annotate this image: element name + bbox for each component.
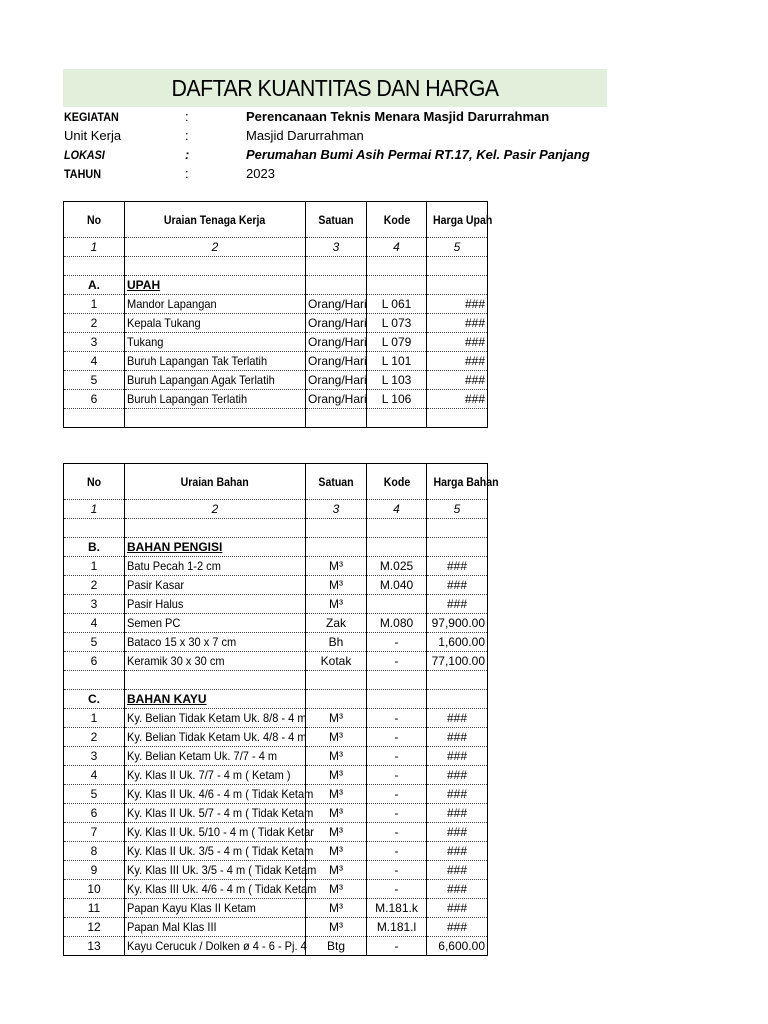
row-description: Ky. Klas II Uk. 7/7 - 4 m ( Ketam ) xyxy=(125,766,306,785)
table-row xyxy=(64,937,488,956)
row-unit: Btg xyxy=(306,937,367,956)
row-no: 11 xyxy=(64,899,125,918)
row-code: - xyxy=(367,785,427,804)
table-row xyxy=(64,557,488,576)
row-description: Tukang xyxy=(125,333,306,352)
row-price: 97,900.00 xyxy=(427,614,488,633)
row-no: 3 xyxy=(64,333,125,352)
row-no: 4 xyxy=(64,766,125,785)
row-unit: M³ xyxy=(306,823,367,842)
info-value: Perumahan Bumi Asih Permai RT.17, Kel. Pasir Panjang xyxy=(246,147,590,162)
row-unit: Kotak xyxy=(306,652,367,671)
info-value: Perencanaan Teknis Menara Masjid Darurrahman xyxy=(246,109,550,124)
row-price: ### xyxy=(427,314,488,333)
section-row xyxy=(64,276,488,295)
info-row-unit-kerja xyxy=(0,127,768,146)
row-unit: Orang/Hari xyxy=(306,371,367,390)
row-price: ### xyxy=(427,861,488,880)
row-no: 1 xyxy=(64,295,125,314)
row-unit: Orang/Hari xyxy=(306,352,367,371)
table-row xyxy=(64,595,488,614)
table-row xyxy=(64,333,488,352)
row-price: ### xyxy=(427,576,488,595)
row-code: - xyxy=(367,937,427,956)
info-label: LOKASI xyxy=(64,148,105,162)
row-no: 6 xyxy=(64,804,125,823)
info-colon: : xyxy=(185,109,189,124)
row-unit: M³ xyxy=(306,785,367,804)
row-no: 5 xyxy=(64,371,125,390)
section-row xyxy=(64,538,488,557)
blank-row xyxy=(64,409,488,428)
info-label: KEGIATAN xyxy=(64,110,119,124)
row-description: Pasir Halus xyxy=(125,595,306,614)
table-row xyxy=(64,842,488,861)
row-code: M.181.l xyxy=(367,918,427,937)
row-price: ### xyxy=(427,295,488,314)
row-no: 1 xyxy=(64,709,125,728)
section-name: BAHAN KAYU xyxy=(125,690,306,709)
row-unit: Orang/Hari xyxy=(306,333,367,352)
table-row xyxy=(64,295,488,314)
info-value: Masjid Darurrahman xyxy=(246,128,364,143)
row-unit: M³ xyxy=(306,557,367,576)
blank-row xyxy=(64,671,488,690)
info-row-tahun xyxy=(0,165,768,184)
row-no: 1 xyxy=(64,557,125,576)
row-description: Keramik 30 x 30 cm xyxy=(125,652,306,671)
info-label: TAHUN xyxy=(64,167,101,181)
row-no: 6 xyxy=(64,390,125,409)
table-row xyxy=(64,766,488,785)
row-description: Bataco 15 x 30 x 7 cm xyxy=(125,633,306,652)
table-row xyxy=(64,709,488,728)
row-code: M.181.k xyxy=(367,899,427,918)
row-description: Ky. Klas II Uk. 5/10 - 4 m ( Tidak Ketar xyxy=(125,823,306,842)
row-code: - xyxy=(367,766,427,785)
row-unit: Orang/Hari xyxy=(306,314,367,333)
table-row xyxy=(64,728,488,747)
header-description: Uraian Bahan xyxy=(125,464,306,500)
row-price: ### xyxy=(427,333,488,352)
row-price: 1,600.00 xyxy=(427,633,488,652)
row-description: Buruh Lapangan Tak Terlatih xyxy=(125,352,306,371)
header-price: Harga Bahan xyxy=(427,464,488,500)
info-colon: : xyxy=(185,147,190,162)
row-no: 9 xyxy=(64,861,125,880)
row-unit: M³ xyxy=(306,747,367,766)
row-code: - xyxy=(367,823,427,842)
table-row xyxy=(64,785,488,804)
table-row xyxy=(64,823,488,842)
row-unit: M³ xyxy=(306,709,367,728)
row-code: M.040 xyxy=(367,576,427,595)
column-number: 2 xyxy=(125,500,306,519)
table-row xyxy=(64,371,488,390)
row-unit: M³ xyxy=(306,595,367,614)
row-price: 77,100.00 xyxy=(427,652,488,671)
row-description: Papan Kayu Klas II Ketam xyxy=(125,899,306,918)
row-unit: M³ xyxy=(306,861,367,880)
row-code xyxy=(367,595,427,614)
materials-table xyxy=(63,463,499,956)
row-code: - xyxy=(367,709,427,728)
row-price: ### xyxy=(427,899,488,918)
row-code: - xyxy=(367,861,427,880)
row-unit: M³ xyxy=(306,880,367,899)
column-number: 4 xyxy=(367,238,427,257)
blank-row xyxy=(64,257,488,276)
row-price: ### xyxy=(427,804,488,823)
row-description: Ky. Belian Ketam Uk. 7/7 - 4 m xyxy=(125,747,306,766)
row-no: 2 xyxy=(64,728,125,747)
column-number: 1 xyxy=(64,238,125,257)
table-row xyxy=(64,747,488,766)
row-description: Buruh Lapangan Agak Terlatih xyxy=(125,371,306,390)
row-unit: Orang/Hari xyxy=(306,295,367,314)
row-unit: M³ xyxy=(306,918,367,937)
column-number-row xyxy=(64,238,488,257)
row-code: - xyxy=(367,633,427,652)
row-no: 7 xyxy=(64,823,125,842)
row-code: - xyxy=(367,880,427,899)
row-description: Pasir Kasar xyxy=(125,576,306,595)
section-letter: B. xyxy=(64,538,125,557)
row-unit: M³ xyxy=(306,804,367,823)
header-price: Harga Upah xyxy=(427,202,488,238)
row-code: L 073 xyxy=(367,314,427,333)
row-price: ### xyxy=(427,823,488,842)
row-description: Ky. Belian Tidak Ketam Uk. 8/8 - 4 m xyxy=(125,709,306,728)
column-number: 3 xyxy=(306,500,367,519)
row-description: Ky. Klas II Uk. 4/6 - 4 m ( Tidak Ketam xyxy=(125,785,306,804)
row-description: Papan Mal Klas III xyxy=(125,918,306,937)
info-label: Unit Kerja xyxy=(64,128,122,143)
row-no: 2 xyxy=(64,576,125,595)
row-price: ### xyxy=(427,728,488,747)
row-unit: Zak xyxy=(306,614,367,633)
row-description: Semen PC xyxy=(125,614,306,633)
row-price: ### xyxy=(427,371,488,390)
row-code: M.080 xyxy=(367,614,427,633)
row-code: L 106 xyxy=(367,390,427,409)
table-row xyxy=(64,899,488,918)
column-number: 2 xyxy=(125,238,306,257)
row-no: 3 xyxy=(64,595,125,614)
table-header-row xyxy=(64,202,488,238)
section-name: UPAH xyxy=(125,276,306,295)
row-code: - xyxy=(367,804,427,823)
row-unit: M³ xyxy=(306,576,367,595)
table-row xyxy=(64,352,488,371)
row-description: Buruh Lapangan Terlatih xyxy=(125,390,306,409)
header-unit: Satuan xyxy=(306,202,367,238)
info-value: 2023 xyxy=(246,166,275,181)
row-code: L 101 xyxy=(367,352,427,371)
info-colon: : xyxy=(185,166,189,181)
table-header-row xyxy=(64,464,488,500)
row-unit: M³ xyxy=(306,842,367,861)
section-row xyxy=(64,690,488,709)
row-no: 13 xyxy=(64,937,125,956)
table-row xyxy=(64,861,488,880)
row-no: 2 xyxy=(64,314,125,333)
row-no: 6 xyxy=(64,652,125,671)
table-row xyxy=(64,614,488,633)
row-no: 5 xyxy=(64,785,125,804)
column-number: 5 xyxy=(427,238,488,257)
row-code: L 061 xyxy=(367,295,427,314)
row-price: ### xyxy=(427,766,488,785)
row-code: - xyxy=(367,842,427,861)
row-code: - xyxy=(367,652,427,671)
column-number: 3 xyxy=(306,238,367,257)
row-price: 6,600.00 xyxy=(427,937,488,956)
row-price: ### xyxy=(427,880,488,899)
table-row xyxy=(64,918,488,937)
table-row xyxy=(64,652,488,671)
row-no: 3 xyxy=(64,747,125,766)
table-row xyxy=(64,804,488,823)
row-price: ### xyxy=(427,747,488,766)
row-description: Ky. Klas II Uk. 5/7 - 4 m ( Tidak Ketam xyxy=(125,804,306,823)
row-no: 10 xyxy=(64,880,125,899)
table-row xyxy=(64,390,488,409)
row-no: 4 xyxy=(64,614,125,633)
section-name: BAHAN PENGISI xyxy=(125,538,306,557)
row-price: ### xyxy=(427,557,488,576)
column-number: 5 xyxy=(427,500,488,519)
blank-row xyxy=(64,519,488,538)
table-row xyxy=(64,633,488,652)
section-letter: C. xyxy=(64,690,125,709)
column-number-row xyxy=(64,500,488,519)
header-no: No xyxy=(64,202,125,238)
header-code: Kode xyxy=(367,202,427,238)
info-colon: : xyxy=(185,128,189,143)
row-code: L 079 xyxy=(367,333,427,352)
row-code: - xyxy=(367,728,427,747)
row-description: Ky. Klas II Uk. 3/5 - 4 m ( Tidak Ketam xyxy=(125,842,306,861)
table-row xyxy=(64,314,488,333)
row-description: Ky. Klas III Uk. 3/5 - 4 m ( Tidak Ketam xyxy=(125,861,306,880)
row-description: Mandor Lapangan xyxy=(125,295,306,314)
row-description: Ky. Klas III Uk. 4/6 - 4 m ( Tidak Ketam xyxy=(125,880,306,899)
row-description: Batu Pecah 1-2 cm xyxy=(125,557,306,576)
row-unit: Bh xyxy=(306,633,367,652)
row-code: M.025 xyxy=(367,557,427,576)
row-no: 12 xyxy=(64,918,125,937)
info-row-kegiatan xyxy=(0,108,768,127)
row-no: 5 xyxy=(64,633,125,652)
row-code: - xyxy=(367,747,427,766)
row-price: ### xyxy=(427,785,488,804)
header-description: Uraian Tenaga Kerja xyxy=(125,202,306,238)
info-row-lokasi xyxy=(0,146,768,165)
row-no: 4 xyxy=(64,352,125,371)
header-unit: Satuan xyxy=(306,464,367,500)
header-no: No xyxy=(64,464,125,500)
row-price: ### xyxy=(427,352,488,371)
row-unit: M³ xyxy=(306,899,367,918)
title-banner xyxy=(63,69,607,107)
row-unit: M³ xyxy=(306,728,367,747)
row-no: 8 xyxy=(64,842,125,861)
row-price: ### xyxy=(427,918,488,937)
row-description: Kepala Tukang xyxy=(125,314,306,333)
column-number: 1 xyxy=(64,500,125,519)
row-code: L 103 xyxy=(367,371,427,390)
row-unit: M³ xyxy=(306,766,367,785)
row-price: ### xyxy=(427,709,488,728)
row-price: ### xyxy=(427,390,488,409)
table-row xyxy=(64,576,488,595)
document-title: DAFTAR KUANTITAS DAN HARGA xyxy=(171,75,499,101)
row-description: Kayu Cerucuk / Dolken ø 4 - 6 - Pj. 4 xyxy=(125,937,306,956)
row-description: Ky. Belian Tidak Ketam Uk. 4/8 - 4 m xyxy=(125,728,306,747)
row-price: ### xyxy=(427,842,488,861)
table-row xyxy=(64,880,488,899)
section-letter: A. xyxy=(64,276,125,295)
column-number: 4 xyxy=(367,500,427,519)
labor-table xyxy=(63,201,493,428)
header-code: Kode xyxy=(367,464,427,500)
row-unit: Orang/Hari xyxy=(306,390,367,409)
row-price: ### xyxy=(427,595,488,614)
